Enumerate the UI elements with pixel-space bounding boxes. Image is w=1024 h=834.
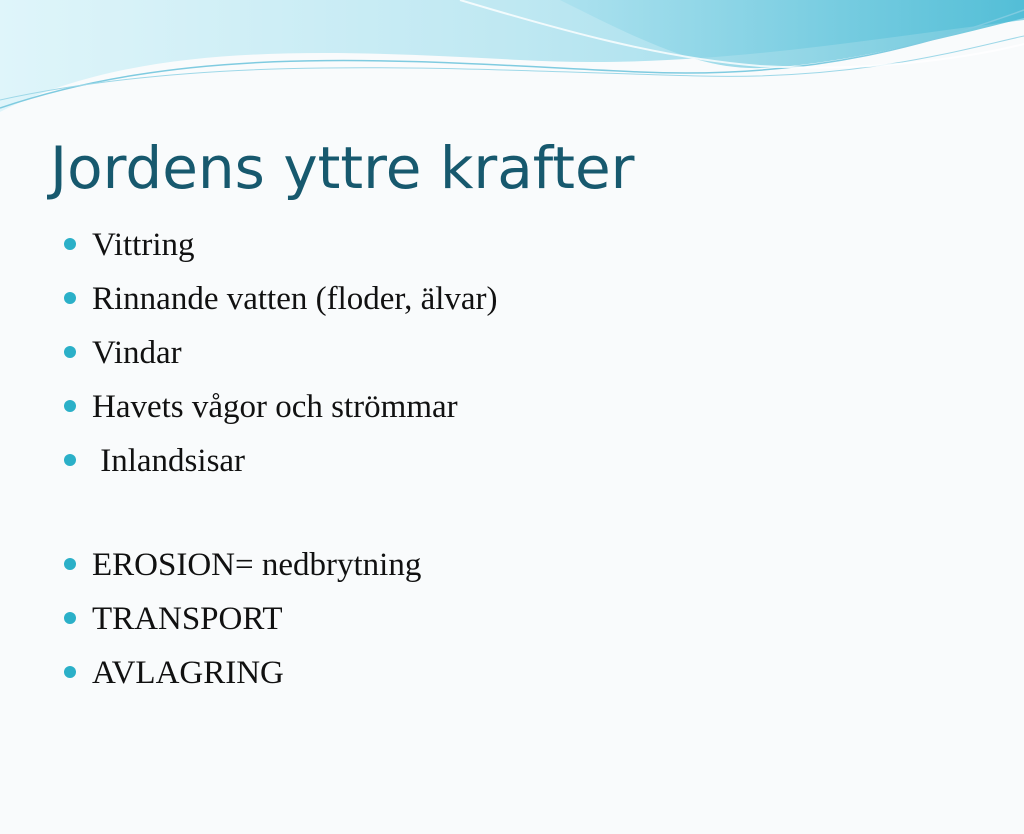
list-item xyxy=(64,650,284,704)
list-item-text: AVLAGRING xyxy=(92,655,284,691)
bullet-dot-icon xyxy=(64,454,76,466)
list-item-text: Vindar xyxy=(92,335,182,371)
bullet-dot-icon xyxy=(64,666,76,678)
slide-title: Jordens yttre krafter xyxy=(50,134,635,202)
wave-header-decoration xyxy=(0,0,1024,130)
list-item xyxy=(64,330,182,384)
list-item-text: Havets vågor och strömmar xyxy=(92,389,458,425)
bullet-dot-icon xyxy=(64,400,76,412)
list-item xyxy=(64,438,246,492)
list-item-text: Rinnande vatten (floder, älvar) xyxy=(92,281,498,317)
list-item-text: Vittring xyxy=(92,227,195,263)
list-item xyxy=(64,384,458,438)
list-item-text: Inlandsisar xyxy=(92,443,246,479)
list-item-text: TRANSPORT xyxy=(92,601,283,637)
bullet-dot-icon xyxy=(64,292,76,304)
list-item xyxy=(64,542,422,596)
bullet-list xyxy=(64,222,498,704)
list-item xyxy=(64,596,283,650)
list-item xyxy=(64,276,498,330)
bullet-dot-icon xyxy=(64,612,76,624)
list-item-text: EROSION= nedbrytning xyxy=(92,547,422,583)
list-item xyxy=(64,222,195,276)
bullet-dot-icon xyxy=(64,238,76,250)
bullet-dot-icon xyxy=(64,558,76,570)
bullet-dot-icon xyxy=(64,346,76,358)
